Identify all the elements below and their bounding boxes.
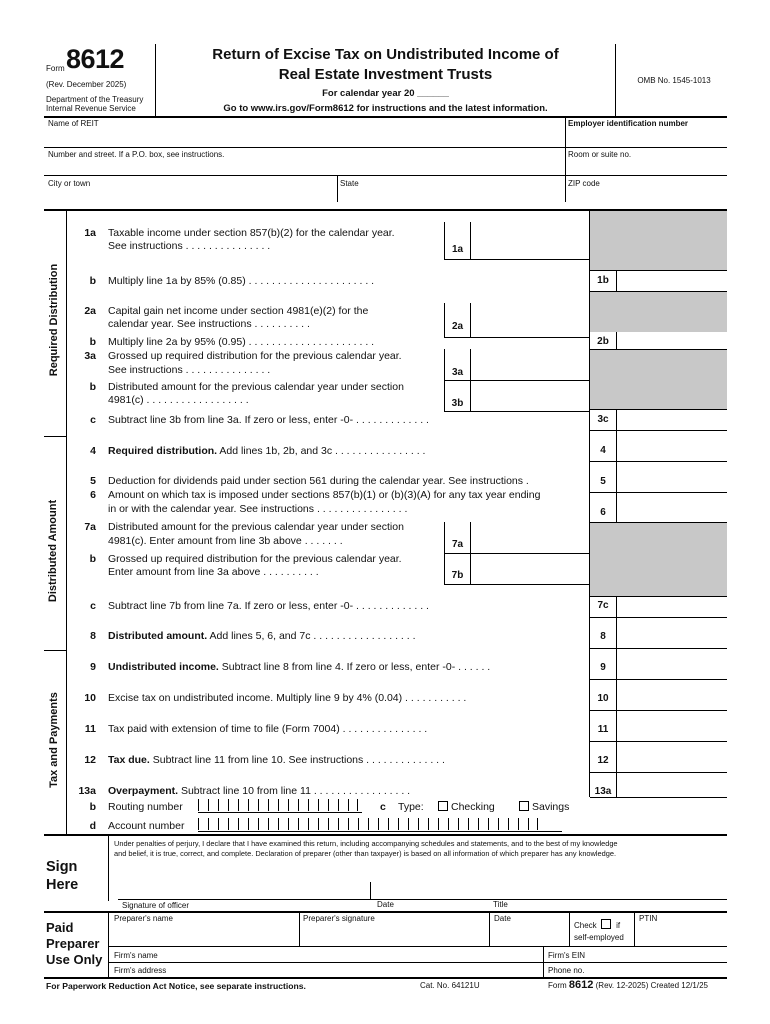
firm-address-label: Firm's address	[114, 966, 167, 975]
line-1a-amount[interactable]	[471, 223, 589, 259]
preparer-date-label: Date	[494, 914, 511, 923]
line-9-rest: Subtract line 8 from line 4. If zero or less, enter -0- . . . . . .	[218, 661, 491, 673]
line-7a-amount[interactable]	[471, 523, 589, 553]
line-2b-amount[interactable]	[617, 333, 727, 349]
line-2a-text2: calendar year. See instructions . . . . . . . . . .	[108, 318, 310, 330]
account-number-field[interactable]	[198, 818, 562, 832]
line-4-number: 4	[90, 445, 96, 457]
form-label: Form	[46, 64, 65, 73]
name-of-reit-field[interactable]	[46, 130, 562, 146]
section-tax-and-payments: Tax and Payments	[48, 692, 60, 788]
internal-revenue-service: Internal Revenue Service	[46, 104, 136, 113]
line-8-bold: Distributed amount.	[108, 630, 208, 642]
line-3c-amount[interactable]	[617, 410, 727, 430]
line-7b-text: Grossed up required distribution for the previous calendar year.	[108, 553, 402, 565]
line-1b-text: Multiply line 1a by 85% (0.85) . . . . . . . . . . . . . . . . . . . . . .	[108, 275, 375, 287]
line-3b-box: 3b	[451, 398, 464, 409]
line-3c-number: c	[90, 414, 96, 426]
line-7b-amount[interactable]	[471, 554, 589, 584]
section-distributed-amount: Distributed Amount	[47, 499, 59, 603]
firm-name-field[interactable]	[160, 948, 540, 962]
ptin-field[interactable]	[636, 924, 727, 946]
zip-field[interactable]	[567, 189, 727, 202]
calendar-year: For calendar year 20 ______	[322, 88, 449, 99]
line-7b-text2: Enter amount from line 3a above . . . . . . . . . .	[108, 566, 319, 578]
line-4-amount[interactable]	[617, 431, 727, 461]
line-8-text	[108, 630, 416, 643]
firm-name-label: Firm's name	[114, 951, 158, 960]
state-field[interactable]	[339, 189, 563, 202]
line-4-box: 4	[600, 445, 606, 456]
firm-ein-field[interactable]	[590, 948, 727, 962]
sign-date-label: Date	[377, 900, 394, 909]
line-5-text: Deduction for dividends paid under section 561 during the calendar year. See instructions .	[108, 475, 529, 487]
use-only-word: Use Only	[46, 952, 103, 967]
line-12-box: 12	[597, 755, 609, 766]
line-3a-number: 3a	[84, 350, 96, 362]
line-13b-letter: b	[89, 801, 96, 813]
check-label: Check	[574, 921, 597, 930]
perjury-line2: and belief, it is true, correct, and complete. Declaration of preparer (other than taxpayer) is based on all information of which preparer has any knowledge.	[114, 849, 617, 858]
line-13a-number: 13a	[78, 785, 96, 797]
self-employed-checkbox[interactable]	[574, 919, 620, 931]
department-treasury: Department of the Treasury	[46, 95, 144, 104]
state-label: State	[340, 179, 359, 188]
line-7a-text2: 4981(c). Enter amount from line 3b above . . . . . . .	[108, 535, 343, 547]
if-label: if	[616, 921, 621, 930]
line-2b-box: 2b	[597, 336, 609, 347]
line-11-text: Tax paid with extension of time to file (Form 7004) . . . . . . . . . . . . . . .	[108, 723, 428, 735]
officer-title-label: Title	[493, 900, 508, 909]
line-10-text: Excise tax on undistributed income. Multiply line 9 by 4% (0.04) . . . . . . . . . . .	[108, 692, 467, 704]
line-7c-amount[interactable]	[617, 597, 727, 617]
line-3c-text: Subtract line 3b from line 3a. If zero or less, enter -0- . . . . . . . . . . . . .	[108, 414, 429, 426]
preparer-signature-label: Preparer's signature	[303, 914, 375, 923]
line-7c-text: Subtract line 7b from line 7a. If zero or less, enter -0- . . . . . . . . . . . . .	[108, 600, 429, 612]
preparer-signature-field[interactable]	[301, 924, 487, 946]
line-3a-box: 3a	[451, 367, 464, 378]
line-3b-text2: 4981(c) . . . . . . . . . . . . . . . . . .	[108, 394, 249, 406]
revision-date: (Rev. December 2025)	[46, 80, 127, 89]
shaded-area	[590, 349, 727, 409]
line-3c-box: 3c	[597, 414, 609, 425]
footer-form-number: 8612	[568, 979, 594, 991]
signature-of-officer-label: Signature of officer	[122, 901, 190, 910]
line-3b-number: b	[89, 381, 96, 393]
perjury-statement	[114, 839, 726, 859]
sign-here-title	[46, 858, 78, 894]
line-5-amount[interactable]	[617, 462, 727, 492]
line-10-box: 10	[597, 693, 609, 704]
shaded-area	[590, 522, 727, 596]
line-5-number: 5	[90, 475, 96, 487]
line-3a-amount[interactable]	[471, 350, 589, 380]
line-3b-amount[interactable]	[471, 381, 589, 411]
line-7a-box: 7a	[451, 539, 464, 550]
line-13a-box: 13a	[594, 786, 612, 797]
self-employed-label: self-employed	[574, 933, 624, 942]
line-11-amount[interactable]	[617, 711, 727, 741]
line-4-text	[108, 445, 425, 458]
line-9-number: 9	[90, 661, 96, 673]
line-2b-text: Multiply line 2a by 95% (0.95) . . . . . . . . . . . . . . . . . . . . . .	[108, 336, 375, 348]
street-label: Number and street. If a P.O. box, see instructions.	[48, 150, 225, 159]
line-9-amount[interactable]	[617, 649, 727, 679]
routing-number-field[interactable]	[198, 799, 362, 813]
line-5-box: 5	[600, 476, 606, 487]
line-13a-rest: Subtract line 10 from line 11 . . . . . . . . . . . . . . . . .	[178, 785, 411, 797]
line-7c-box: 7c	[597, 600, 609, 611]
line-2a-box: 2a	[451, 321, 464, 332]
line-6-text: Amount on which tax is imposed under sections 857(b)(1) or (b)(3)(A) for any tax year ending	[108, 489, 541, 501]
line-8-box: 8	[600, 631, 606, 642]
line-6-amount[interactable]	[617, 493, 727, 522]
savings-checkbox[interactable]	[519, 801, 569, 813]
line-7a-text: Distributed amount for the previous calendar year under section	[108, 521, 404, 533]
line-1b-box: 1b	[597, 275, 609, 286]
line-8-number: 8	[90, 630, 96, 642]
line-12-rest: Subtract line 11 from line 10. See instructions . . . . . . . . . . . . . .	[149, 754, 445, 766]
checking-checkbox[interactable]	[438, 801, 495, 813]
perjury-line1: Under penalties of perjury, I declare that I have examined this return, including accompanying schedules and statements, and to the best of my knowledge	[114, 839, 618, 848]
line-1a-box: 1a	[451, 244, 464, 255]
name-of-reit-label: Name of REIT	[48, 119, 99, 128]
line-8-rest: Add lines 5, 6, and 7c . . . . . . . . . . . . . . . . . .	[207, 630, 416, 642]
line-4-rest: Add lines 1b, 2b, and 3c . . . . . . . . . . . . . . . .	[217, 445, 426, 457]
here-word: Here	[46, 877, 79, 893]
zip-label: ZIP code	[568, 179, 600, 188]
shaded-area	[590, 292, 727, 332]
line-12-amount[interactable]	[617, 742, 727, 772]
line-3a-text2: See instructions . . . . . . . . . . . . . . .	[108, 364, 271, 376]
line-13a-text	[108, 785, 410, 798]
line-7a-number: 7a	[84, 521, 96, 533]
line-9-bold: Undistributed income.	[108, 661, 219, 673]
line-1b-number: b	[89, 275, 96, 287]
account-type-label: Type:	[398, 801, 424, 813]
line-3a-text: Grossed up required distribution for the previous calendar year.	[108, 350, 402, 362]
preparer-date-field[interactable]	[491, 924, 567, 946]
footer-form-word: Form	[548, 981, 567, 990]
line-1a-text2: See instructions . . . . . . . . . . . . . . .	[108, 240, 271, 252]
ein-field[interactable]	[567, 130, 727, 146]
line-3b-text: Distributed amount for the previous calendar year under section	[108, 381, 404, 393]
preparer-word: Preparer	[46, 936, 100, 951]
account-number-label: Account number	[108, 820, 185, 832]
paid-word: Paid	[46, 920, 74, 935]
line-12-text	[108, 754, 445, 767]
line-9-text	[108, 661, 490, 674]
shaded-area	[590, 211, 727, 270]
line-1a-text: Taxable income under section 857(b)(2) for the calendar year.	[108, 227, 395, 239]
phone-label: Phone no.	[548, 966, 585, 975]
form-number: 8612	[66, 44, 125, 74]
city-field[interactable]	[46, 189, 334, 202]
line-2a-text: Capital gain net income under section 4981(e)(2) for the	[108, 305, 369, 317]
line-6-text2: in or with the calendar year. See instructions . . . . . . . . . . . . . . . .	[108, 503, 408, 515]
street-field[interactable]	[46, 160, 562, 175]
line-7b-box: 7b	[451, 570, 464, 581]
preparer-name-field[interactable]	[112, 924, 298, 946]
line-13a-bold: Overpayment.	[108, 785, 179, 797]
savings-label: Savings	[532, 801, 570, 813]
line-12-number: 12	[84, 754, 96, 766]
line-4-bold: Required distribution.	[108, 445, 218, 457]
paperwork-reduction-notice: For Paperwork Reduction Act Notice, see separate instructions.	[46, 981, 306, 991]
preparer-name-label: Preparer's name	[114, 914, 173, 923]
line-7b-number: b	[89, 553, 96, 565]
room-label: Room or suite no.	[568, 150, 632, 159]
line-10-amount[interactable]	[617, 680, 727, 710]
line-6-box: 6	[600, 507, 606, 518]
line-13c-letter: c	[380, 801, 386, 813]
section-required-distribution: Required Distribution	[48, 263, 60, 377]
line-9-box: 9	[600, 662, 606, 673]
firm-ein-label: Firm's EIN	[548, 951, 586, 960]
line-10-number: 10	[84, 692, 96, 704]
paid-preparer-title	[46, 920, 102, 968]
line-7c-number: c	[90, 600, 96, 612]
line-2b-number: b	[89, 336, 96, 348]
ein-label: Employer identification number	[568, 119, 689, 128]
irs-instructions-link[interactable]: Go to www.irs.gov/Form8612 for instructions and the latest information.	[223, 103, 548, 114]
sign-word: Sign	[46, 859, 78, 875]
firm-address-field[interactable]	[160, 963, 540, 977]
line-11-number: 11	[84, 723, 96, 735]
line-12-bold: Tax due.	[108, 754, 150, 766]
phone-field[interactable]	[590, 963, 727, 977]
catalog-number: Cat. No. 64121U	[420, 981, 480, 990]
form-title-line1: Return of Excise Tax on Undistributed Income of	[212, 46, 559, 63]
line-11-box: 11	[597, 724, 609, 735]
footer-revision: (Rev. 12-2025) Created 12/1/25	[595, 981, 708, 990]
line-1b-amount[interactable]	[617, 271, 727, 291]
room-field[interactable]	[567, 160, 727, 175]
omb-number: OMB No. 1545-1013	[637, 76, 711, 85]
line-2a-number: 2a	[84, 305, 96, 317]
ptin-label: PTIN	[639, 914, 658, 923]
routing-number-label: Routing number	[108, 801, 183, 813]
line-8-amount[interactable]	[617, 618, 727, 648]
city-label: City or town	[48, 179, 91, 188]
line-13d-letter: d	[89, 820, 96, 832]
form-title-line2: Real Estate Investment Trusts	[278, 66, 493, 83]
footer-form-id	[548, 979, 708, 991]
line-2a-amount[interactable]	[471, 304, 589, 337]
line-1a-number: 1a	[84, 227, 96, 239]
line-6-number: 6	[90, 489, 96, 501]
line-13a-amount[interactable]	[617, 773, 727, 797]
officer-signature-field[interactable]	[118, 880, 368, 899]
checking-label: Checking	[451, 801, 495, 813]
